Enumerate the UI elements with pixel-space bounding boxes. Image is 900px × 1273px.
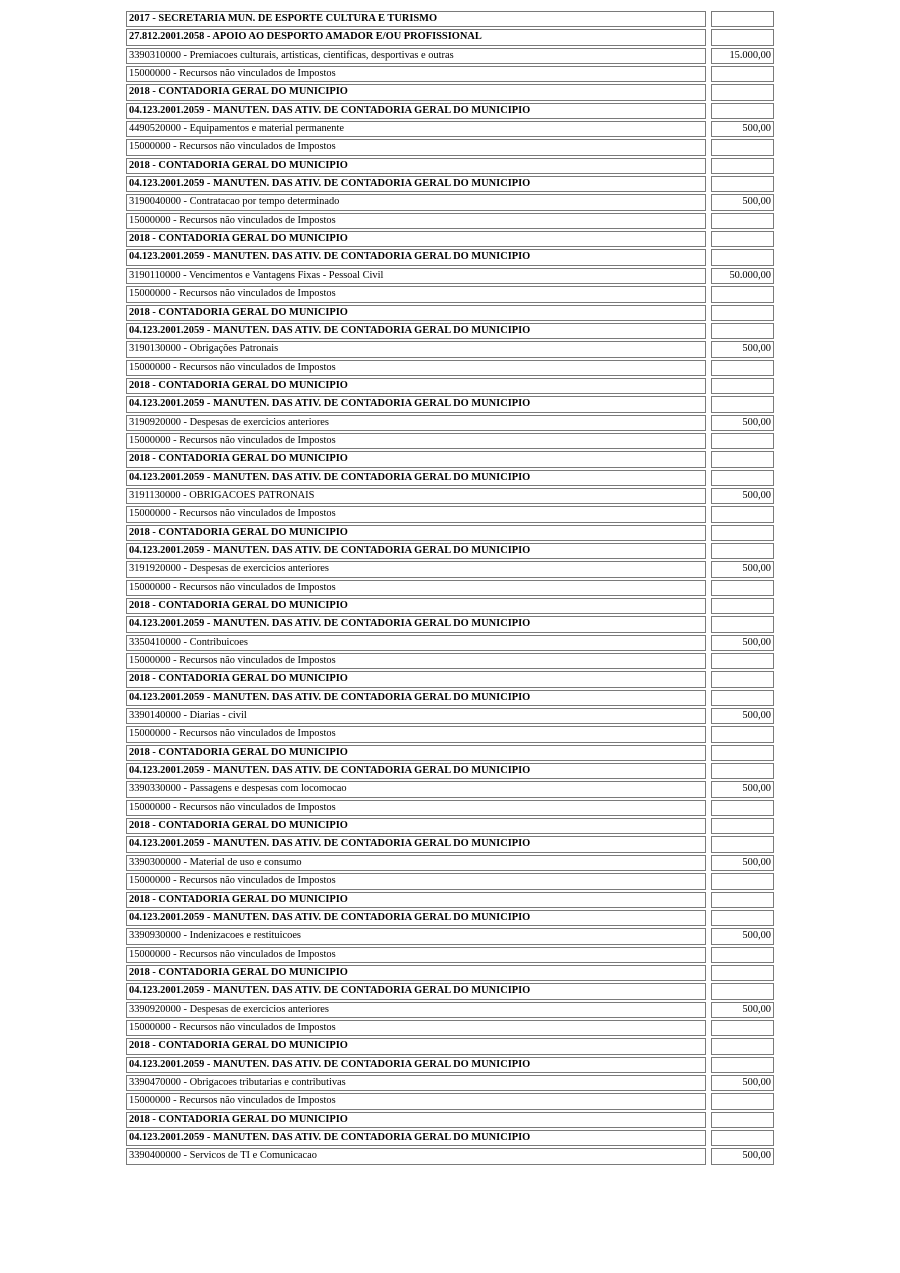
ledger-header-row (126, 231, 774, 247)
ledger-header-row (126, 965, 774, 981)
ledger-row (126, 213, 774, 229)
row-value: 500,00 (711, 1075, 774, 1091)
row-description: 04.123.2001.2059 - MANUTEN. DAS ATIV. DE CONTADORIA GERAL DO MUNICIPIO (126, 910, 706, 926)
row-description: 3390400000 - Servicos de TI e Comunicacao (126, 1148, 706, 1164)
ledger-header-row (126, 1057, 774, 1073)
row-description: 15000000 - Recursos não vinculados de Impostos (126, 580, 706, 596)
row-description: 04.123.2001.2059 - MANUTEN. DAS ATIV. DE CONTADORIA GERAL DO MUNICIPIO (126, 690, 706, 706)
ledger-header-row (126, 690, 774, 706)
row-value (711, 873, 774, 889)
ledger-row (126, 433, 774, 449)
row-value (711, 543, 774, 559)
row-description: 3390330000 - Passagens e despesas com locomocao (126, 781, 706, 797)
row-description: 3191920000 - Despesas de exercicios anteriores (126, 561, 706, 577)
row-description: 15000000 - Recursos não vinculados de Impostos (126, 1020, 706, 1036)
row-description: 2018 - CONTADORIA GERAL DO MUNICIPIO (126, 818, 706, 834)
ledger-row (126, 800, 774, 816)
row-value: 50.000,00 (711, 268, 774, 284)
row-value (711, 378, 774, 394)
row-description: 15000000 - Recursos não vinculados de Impostos (126, 506, 706, 522)
row-value (711, 1020, 774, 1036)
row-value (711, 525, 774, 541)
row-description: 3190130000 - Obrigações Patronais (126, 341, 706, 357)
row-description: 2018 - CONTADORIA GERAL DO MUNICIPIO (126, 1038, 706, 1054)
row-description: 15000000 - Recursos não vinculados de Impostos (126, 66, 706, 82)
row-description: 2018 - CONTADORIA GERAL DO MUNICIPIO (126, 598, 706, 614)
row-description: 2017 - SECRETARIA MUN. DE ESPORTE CULTURA E TURISMO (126, 11, 706, 27)
row-description: 15000000 - Recursos não vinculados de Impostos (126, 1093, 706, 1109)
row-value (711, 763, 774, 779)
row-description: 3390140000 - Diarias - civil (126, 708, 706, 724)
row-description: 3190110000 - Vencimentos e Vantagens Fixas - Pessoal Civil (126, 268, 706, 284)
ledger-row (126, 708, 774, 724)
row-description: 2018 - CONTADORIA GERAL DO MUNICIPIO (126, 305, 706, 321)
row-value (711, 965, 774, 981)
row-value: 500,00 (711, 121, 774, 137)
budget-ledger-table (126, 11, 774, 1167)
row-value (711, 29, 774, 45)
row-description: 2018 - CONTADORIA GERAL DO MUNICIPIO (126, 378, 706, 394)
row-value (711, 158, 774, 174)
row-value: 500,00 (711, 488, 774, 504)
ledger-row (126, 1093, 774, 1109)
row-value: 500,00 (711, 708, 774, 724)
ledger-header-row (126, 763, 774, 779)
ledger-header-row (126, 84, 774, 100)
row-value (711, 66, 774, 82)
row-description: 2018 - CONTADORIA GERAL DO MUNICIPIO (126, 84, 706, 100)
row-value: 500,00 (711, 855, 774, 871)
ledger-header-row (126, 451, 774, 467)
row-value (711, 103, 774, 119)
ledger-row (126, 653, 774, 669)
row-value (711, 616, 774, 632)
ledger-row (126, 928, 774, 944)
row-value (711, 800, 774, 816)
row-description: 2018 - CONTADORIA GERAL DO MUNICIPIO (126, 451, 706, 467)
row-description: 04.123.2001.2059 - MANUTEN. DAS ATIV. DE CONTADORIA GERAL DO MUNICIPIO (126, 1130, 706, 1146)
row-description: 2018 - CONTADORIA GERAL DO MUNICIPIO (126, 158, 706, 174)
row-description: 15000000 - Recursos não vinculados de Impostos (126, 873, 706, 889)
ledger-header-row (126, 910, 774, 926)
row-description: 15000000 - Recursos não vinculados de Impostos (126, 139, 706, 155)
ledger-row (126, 1002, 774, 1018)
row-description: 3390300000 - Material de uso e consumo (126, 855, 706, 871)
ledger-header-row (126, 29, 774, 45)
row-value (711, 396, 774, 412)
row-description: 3190920000 - Despesas de exercicios anteriores (126, 415, 706, 431)
row-description: 15000000 - Recursos não vinculados de Impostos (126, 653, 706, 669)
ledger-header-row (126, 671, 774, 687)
row-value: 500,00 (711, 781, 774, 797)
row-value (711, 1093, 774, 1109)
ledger-row (126, 726, 774, 742)
ledger-header-row (126, 1112, 774, 1128)
row-value: 500,00 (711, 1148, 774, 1164)
ledger-header-row (126, 818, 774, 834)
ledger-row (126, 268, 774, 284)
row-description: 3390470000 - Obrigacoes tributarias e contributivas (126, 1075, 706, 1091)
row-value (711, 947, 774, 963)
ledger-row (126, 947, 774, 963)
row-description: 04.123.2001.2059 - MANUTEN. DAS ATIV. DE CONTADORIA GERAL DO MUNICIPIO (126, 249, 706, 265)
ledger-header-row (126, 378, 774, 394)
ledger-row (126, 1148, 774, 1164)
ledger-row (126, 873, 774, 889)
row-description: 15000000 - Recursos não vinculados de Impostos (126, 360, 706, 376)
row-value: 500,00 (711, 561, 774, 577)
row-value (711, 671, 774, 687)
row-value (711, 470, 774, 486)
row-description: 3190040000 - Contratacao por tempo determinado (126, 194, 706, 210)
row-description: 15000000 - Recursos não vinculados de Impostos (126, 726, 706, 742)
row-value (711, 1038, 774, 1054)
ledger-row (126, 360, 774, 376)
ledger-header-row (126, 11, 774, 27)
row-value: 500,00 (711, 194, 774, 210)
row-description: 3390310000 - Premiacoes culturais, artisticas, cientificas, desportivas e outras (126, 48, 706, 64)
ledger-row (126, 121, 774, 137)
row-value (711, 506, 774, 522)
row-value (711, 726, 774, 742)
row-value (711, 983, 774, 999)
row-description: 2018 - CONTADORIA GERAL DO MUNICIPIO (126, 745, 706, 761)
row-value: 500,00 (711, 635, 774, 651)
row-value (711, 213, 774, 229)
row-value: 500,00 (711, 928, 774, 944)
ledger-row (126, 66, 774, 82)
row-value (711, 745, 774, 761)
row-description: 27.812.2001.2058 - APOIO AO DESPORTO AMADOR E/OU PROFISSIONAL (126, 29, 706, 45)
row-value (711, 836, 774, 852)
ledger-row (126, 635, 774, 651)
row-description: 04.123.2001.2059 - MANUTEN. DAS ATIV. DE CONTADORIA GERAL DO MUNICIPIO (126, 836, 706, 852)
row-description: 2018 - CONTADORIA GERAL DO MUNICIPIO (126, 231, 706, 247)
row-value (711, 892, 774, 908)
row-value: 500,00 (711, 415, 774, 431)
row-value (711, 580, 774, 596)
ledger-row (126, 506, 774, 522)
ledger-header-row (126, 598, 774, 614)
row-value: 500,00 (711, 341, 774, 357)
row-value (711, 139, 774, 155)
row-value (711, 176, 774, 192)
ledger-header-row (126, 396, 774, 412)
row-description: 15000000 - Recursos não vinculados de Impostos (126, 433, 706, 449)
row-description: 04.123.2001.2059 - MANUTEN. DAS ATIV. DE CONTADORIA GERAL DO MUNICIPIO (126, 543, 706, 559)
ledger-row (126, 561, 774, 577)
ledger-header-row (126, 892, 774, 908)
ledger-row (126, 139, 774, 155)
row-description: 4490520000 - Equipamentos e material permanente (126, 121, 706, 137)
ledger-header-row (126, 158, 774, 174)
row-description: 04.123.2001.2059 - MANUTEN. DAS ATIV. DE CONTADORIA GERAL DO MUNICIPIO (126, 396, 706, 412)
row-value (711, 360, 774, 376)
ledger-row (126, 341, 774, 357)
row-value (711, 249, 774, 265)
ledger-header-row (126, 983, 774, 999)
row-description: 04.123.2001.2059 - MANUTEN. DAS ATIV. DE CONTADORIA GERAL DO MUNICIPIO (126, 470, 706, 486)
ledger-header-row (126, 176, 774, 192)
ledger-row (126, 286, 774, 302)
ledger-header-row (126, 1038, 774, 1054)
ledger-header-row (126, 836, 774, 852)
ledger-row (126, 48, 774, 64)
row-value (711, 11, 774, 27)
ledger-header-row (126, 543, 774, 559)
row-description: 04.123.2001.2059 - MANUTEN. DAS ATIV. DE CONTADORIA GERAL DO MUNICIPIO (126, 616, 706, 632)
row-value (711, 598, 774, 614)
ledger-header-row (126, 103, 774, 119)
row-value: 15.000,00 (711, 48, 774, 64)
row-value (711, 286, 774, 302)
row-description: 15000000 - Recursos não vinculados de Impostos (126, 213, 706, 229)
ledger-header-row (126, 745, 774, 761)
ledger-row (126, 415, 774, 431)
ledger-header-row (126, 323, 774, 339)
ledger-row (126, 488, 774, 504)
ledger-header-row (126, 1130, 774, 1146)
row-value (711, 1057, 774, 1073)
row-description: 3390920000 - Despesas de exercicios anteriores (126, 1002, 706, 1018)
row-value (711, 1112, 774, 1128)
ledger-header-row (126, 616, 774, 632)
row-description: 04.123.2001.2059 - MANUTEN. DAS ATIV. DE CONTADORIA GERAL DO MUNICIPIO (126, 323, 706, 339)
row-description: 15000000 - Recursos não vinculados de Impostos (126, 947, 706, 963)
row-description: 04.123.2001.2059 - MANUTEN. DAS ATIV. DE CONTADORIA GERAL DO MUNICIPIO (126, 103, 706, 119)
row-value (711, 433, 774, 449)
ledger-row (126, 1075, 774, 1091)
ledger-row (126, 580, 774, 596)
ledger-header-row (126, 249, 774, 265)
row-value (711, 690, 774, 706)
row-value: 500,00 (711, 1002, 774, 1018)
row-value (711, 653, 774, 669)
row-value (711, 818, 774, 834)
ledger-row (126, 194, 774, 210)
row-description: 2018 - CONTADORIA GERAL DO MUNICIPIO (126, 892, 706, 908)
row-description: 2018 - CONTADORIA GERAL DO MUNICIPIO (126, 671, 706, 687)
row-description: 2018 - CONTADORIA GERAL DO MUNICIPIO (126, 1112, 706, 1128)
row-value (711, 1130, 774, 1146)
row-description: 04.123.2001.2059 - MANUTEN. DAS ATIV. DE CONTADORIA GERAL DO MUNICIPIO (126, 763, 706, 779)
ledger-row (126, 1020, 774, 1036)
row-value (711, 323, 774, 339)
row-description: 04.123.2001.2059 - MANUTEN. DAS ATIV. DE CONTADORIA GERAL DO MUNICIPIO (126, 983, 706, 999)
row-value (711, 451, 774, 467)
row-description: 2018 - CONTADORIA GERAL DO MUNICIPIO (126, 965, 706, 981)
row-value (711, 84, 774, 100)
ledger-row (126, 781, 774, 797)
row-description: 3191130000 - OBRIGACOES PATRONAIS (126, 488, 706, 504)
row-description: 04.123.2001.2059 - MANUTEN. DAS ATIV. DE CONTADORIA GERAL DO MUNICIPIO (126, 1057, 706, 1073)
row-description: 04.123.2001.2059 - MANUTEN. DAS ATIV. DE CONTADORIA GERAL DO MUNICIPIO (126, 176, 706, 192)
row-value (711, 910, 774, 926)
ledger-header-row (126, 305, 774, 321)
row-description: 15000000 - Recursos não vinculados de Impostos (126, 286, 706, 302)
row-value (711, 231, 774, 247)
ledger-row (126, 855, 774, 871)
row-description: 3350410000 - Contribuicoes (126, 635, 706, 651)
row-value (711, 305, 774, 321)
ledger-header-row (126, 470, 774, 486)
row-description: 15000000 - Recursos não vinculados de Impostos (126, 800, 706, 816)
row-description: 3390930000 - Indenizacoes e restituicoes (126, 928, 706, 944)
ledger-header-row (126, 525, 774, 541)
row-description: 2018 - CONTADORIA GERAL DO MUNICIPIO (126, 525, 706, 541)
